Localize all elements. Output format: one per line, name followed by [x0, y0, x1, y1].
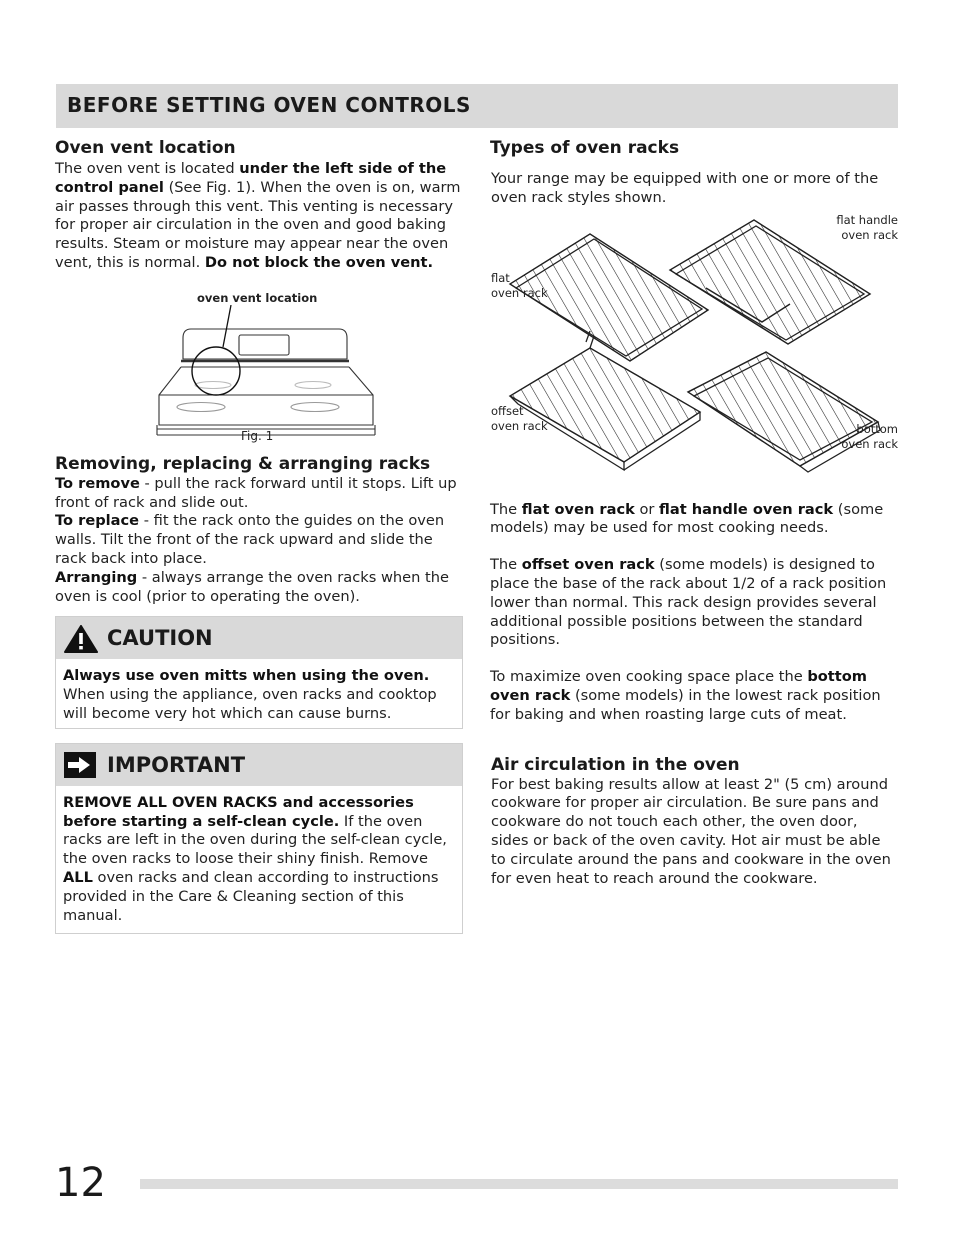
vent-heading: Oven vent location	[55, 138, 236, 158]
important-header	[56, 744, 462, 786]
arrange-label: Arranging	[55, 568, 138, 586]
label-offset	[491, 404, 548, 434]
figure-caption: Fig. 1	[241, 428, 274, 443]
figure-label: oven vent location	[197, 290, 318, 305]
label-flat-1: flat	[491, 270, 510, 285]
important-body	[56, 786, 462, 934]
p3-c: (some models) in the lowest rack position for baking and when roasting large cuts of meat.	[490, 686, 881, 723]
important-text	[63, 794, 455, 926]
caution-bold: Always use oven mitts when using the oven.	[63, 667, 430, 685]
important-bold-all: ALL	[63, 868, 93, 886]
p3-bottom: bottom oven rack	[490, 668, 867, 704]
caution-rest: When using the appliance, oven racks and cooktop will become very hot which can cause burns.	[63, 686, 437, 722]
label-flat-handle-1: flat handle	[836, 212, 898, 227]
p1-flat-handle: flat handle oven rack	[659, 500, 834, 518]
vent-text-2: (See Fig. 1). When the oven is on, warm air passes through this vent. This venting is necessary for proper air circulation in the oven and good baking results. Steam or moisture may appear near the oven vent, this is normal.	[55, 178, 461, 271]
label-bottom	[830, 422, 898, 452]
types-intro: Your range may be equipped with one or more of the oven rack styles shown.	[491, 170, 879, 206]
footer-bar	[140, 1179, 898, 1189]
label-offset-2: oven rack	[491, 418, 548, 433]
figure-1	[55, 285, 463, 445]
vent-warning: Do not block the oven vent.	[204, 253, 434, 271]
replace-text: - fit the rack onto the guides on the oven walls. Tilt the front of the rack upward and slide the rack back into place.	[55, 512, 445, 567]
remove-label: To remove	[55, 474, 140, 492]
p2-c: (some models) is designed to place the base of the rack about 1/2 of a rack position lower than normal. This rack design provides several additional possible positions between the standard positions.	[490, 556, 887, 649]
caution-box	[55, 616, 463, 728]
remove-instruction	[55, 475, 463, 513]
vent-text-bold: under the left side of the control panel	[55, 160, 447, 196]
p1-c: or	[634, 500, 660, 518]
replace-label: To replace	[55, 512, 140, 530]
p1-d: (some models) may be used for most cooking needs.	[490, 500, 884, 537]
right-column	[490, 138, 898, 888]
vent-text-1: The oven vent is located	[55, 160, 240, 177]
left-column	[55, 138, 463, 934]
label-bottom-1: bottom	[856, 421, 898, 436]
caution-body	[56, 659, 462, 727]
important-title: IMPORTANT	[107, 752, 246, 777]
p2-a: The	[490, 556, 522, 574]
label-flat	[491, 271, 548, 301]
label-offset-1: offset	[491, 403, 524, 418]
arrange-instruction	[55, 569, 463, 607]
caution-header	[56, 617, 462, 659]
caution-text	[63, 667, 455, 723]
arrange-text: - always arrange the oven racks when the oven is cool (prior to operating the oven).	[55, 568, 449, 605]
warning-icon	[64, 625, 98, 653]
important-box	[55, 743, 463, 935]
offset-rack-paragraph	[490, 556, 895, 650]
caution-title: CAUTION	[107, 626, 213, 651]
remove-text: - pull the rack forward until it stops. Lift up front of rack and slide out.	[55, 474, 457, 511]
air-heading: Air circulation in the oven	[491, 754, 740, 775]
vent-paragraph	[55, 160, 463, 273]
replace-instruction	[55, 512, 463, 568]
label-flat-handle	[830, 213, 898, 243]
arrow-right-icon	[64, 752, 96, 778]
page-number: 12	[55, 1160, 106, 1206]
p3-a: To maximize oven cooking space place the	[490, 668, 808, 686]
label-flat-2: oven rack	[491, 285, 548, 300]
page-title: BEFORE SETTING OVEN CONTROLS	[67, 93, 471, 117]
air-paragraph: For best baking results allow at least 2" (5 cm) around cookware for proper air circulation. Be sure pans and cookware do not touch each other, the oven door, sides or back of the oven cavity. Hot air must be able to circulate around the pans and cookware in the oven for even heat to reach around the cookware.	[491, 775, 891, 887]
bottom-rack-paragraph	[490, 668, 895, 724]
important-bold: REMOVE ALL OVEN RACKS and accessories before starting a self-clean cycle.	[63, 793, 414, 830]
label-bottom-2: oven rack	[841, 436, 898, 451]
flat-rack-paragraph	[490, 501, 895, 539]
p2-offset: offset oven rack	[521, 556, 655, 574]
important-rest-1: If the oven racks are left in the oven during the self-clean cycle, the oven racks to loose their shiny finish. Remove	[63, 812, 447, 868]
section-header-bar	[56, 84, 898, 128]
oven-vent-illustration	[55, 305, 463, 445]
p1-a: The	[490, 500, 522, 518]
p1-flat: flat oven rack	[521, 500, 635, 518]
rack-types-figure	[490, 212, 900, 486]
important-rest-2: oven racks and clean according to instructions provided in the Care & Cleaning section of this manual.	[63, 868, 439, 924]
types-heading: Types of oven racks	[490, 138, 680, 158]
racks-heading: Removing, replacing & arranging racks	[55, 453, 431, 474]
label-flat-handle-2: oven rack	[841, 227, 898, 242]
